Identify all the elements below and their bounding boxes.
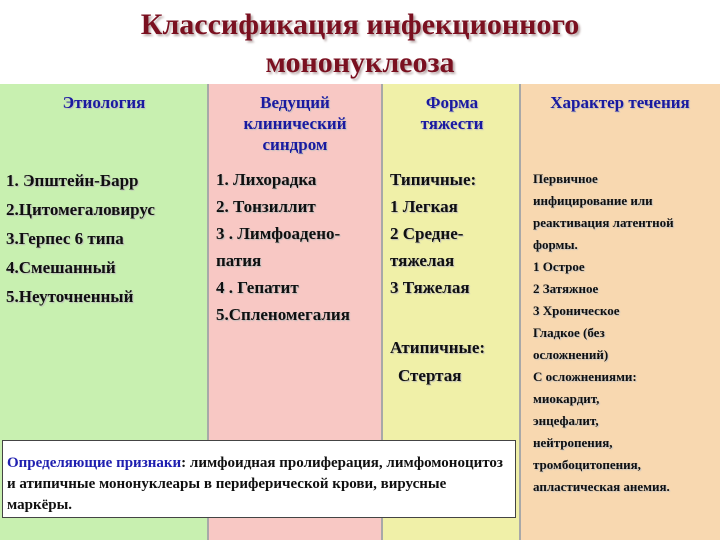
list-item: миокардит, [533, 391, 600, 406]
list-item: патия [216, 251, 262, 270]
title-line-2: мононуклеоза [265, 46, 455, 79]
list-item: 2. Тонзиллит [216, 197, 316, 216]
list-item: энцефалит, [533, 413, 599, 428]
list-item: тяжелая [390, 251, 455, 270]
header-syndrome-line: клинический [243, 114, 347, 133]
page-title [0, 6, 720, 82]
severity-atypical-list [390, 334, 485, 390]
list-item: С осложнениями: [533, 369, 637, 384]
title-line-1: Классификация инфекционного [140, 8, 580, 41]
syndrome-list [216, 166, 350, 328]
list-item: 3 . Лимфоадено- [216, 224, 341, 243]
list-item: Типичные: [390, 170, 477, 189]
list-item: осложнений) [533, 347, 609, 362]
course-list [533, 168, 715, 498]
list-item: Первичное [533, 171, 598, 186]
header-syndrome [208, 92, 382, 155]
list-item: 5.Неуточненный [6, 287, 134, 306]
header-severity [382, 92, 522, 134]
list-item: 3.Герпес 6 типа [6, 229, 124, 248]
list-item: 2.Цитомегаловирус [6, 200, 155, 219]
list-item: формы. [533, 237, 578, 252]
list-item: нейтропения, [533, 435, 613, 450]
header-syndrome-line: синдром [262, 135, 328, 154]
list-item: инфицирование или [533, 193, 653, 208]
defining-features-label: Определяющие признаки [7, 455, 182, 471]
list-item: Атипичные: [390, 338, 486, 357]
column-divider [519, 84, 521, 540]
list-item: 4.Смешанный [6, 258, 116, 277]
header-severity-line: тяжести [420, 114, 484, 133]
list-item: 5.Спленомегалия [216, 305, 350, 324]
severity-typical-list [390, 166, 476, 301]
list-item: 1 Острое [533, 259, 585, 274]
list-item: тромбоцитопения, [533, 457, 641, 472]
list-item: 3 Тяжелая [390, 278, 470, 297]
list-item: 2 Затяжное [533, 281, 599, 296]
list-item: апластическая анемия. [533, 479, 670, 494]
header-etiology: Этиология [62, 93, 146, 112]
list-item: Гладкое (без [533, 325, 605, 340]
header-severity-line: Форма [425, 93, 479, 112]
list-item: Стертая [398, 366, 462, 385]
list-item: 4 . Гепатит [216, 278, 299, 297]
list-item: реактивация латентной [533, 215, 674, 230]
list-item: 1. Эпштейн-Барр [6, 171, 139, 190]
list-item: 2 Средне- [390, 224, 464, 243]
defining-features-text: : лимфоидная пролиферация, лимфомоноцитоз и атипичные мононуклеары в периферической крови, вирусные маркёры. [7, 455, 503, 513]
list-item: 3 Хроническое [533, 303, 620, 318]
list-item: 1 Легкая [390, 197, 458, 216]
defining-features-box [2, 440, 516, 518]
header-course: Характер течения [550, 93, 690, 112]
header-syndrome-line: Ведущий [260, 93, 330, 112]
list-item: 1. Лихорадка [216, 170, 317, 189]
etiology-list [6, 166, 155, 311]
